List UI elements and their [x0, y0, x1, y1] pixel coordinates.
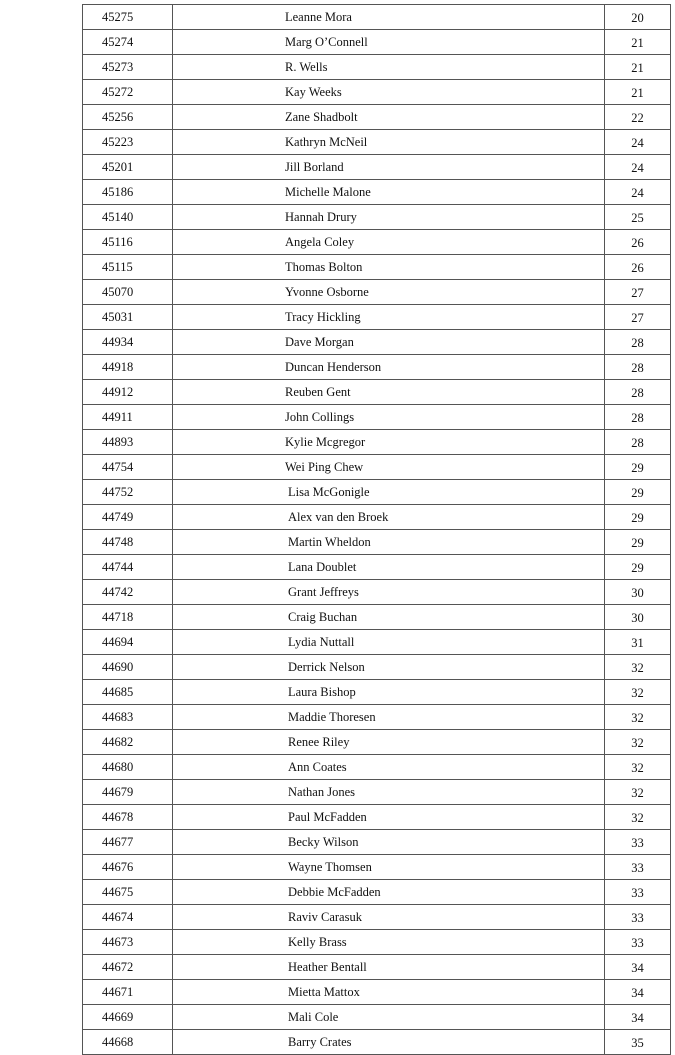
table-row	[83, 505, 671, 530]
entry-number-cell: 34	[605, 1005, 671, 1030]
entry-number-cell: 32	[605, 680, 671, 705]
entry-name-cell: Heather Bentall	[173, 955, 605, 980]
entry-number-cell: 29	[605, 555, 671, 580]
entry-number-cell: 20	[605, 5, 671, 30]
table-row	[83, 1005, 671, 1030]
table-row	[83, 180, 671, 205]
entry-number-cell: 28	[605, 405, 671, 430]
table-row	[83, 105, 671, 130]
table-row	[83, 630, 671, 655]
entry-name-cell: Becky Wilson	[173, 830, 605, 855]
entry-name-cell: Angela Coley	[173, 230, 605, 255]
entry-number-cell: 28	[605, 430, 671, 455]
table-row	[83, 905, 671, 930]
entry-number-cell: 32	[605, 755, 671, 780]
entry-number-cell: 33	[605, 830, 671, 855]
table-row	[83, 155, 671, 180]
entry-number-cell: 29	[605, 455, 671, 480]
entry-name-cell: Leanne Mora	[173, 5, 605, 30]
entry-name-cell: Renee Riley	[173, 730, 605, 755]
entry-name-cell: Martin Wheldon	[173, 530, 605, 555]
entry-name-cell: Tracy Hickling	[173, 305, 605, 330]
entry-name-cell: Reuben Gent	[173, 380, 605, 405]
table-row	[83, 5, 671, 30]
entry-number-cell: 26	[605, 255, 671, 280]
entry-id-cell: 45201	[83, 155, 173, 180]
entry-number-cell: 30	[605, 605, 671, 630]
entry-id-cell: 44918	[83, 355, 173, 380]
entry-number-cell: 24	[605, 180, 671, 205]
entry-name-cell: Raviv Carasuk	[173, 905, 605, 930]
entry-id-cell: 44668	[83, 1030, 173, 1055]
entry-id-cell: 44680	[83, 755, 173, 780]
entry-name-cell: Wei Ping Chew	[173, 455, 605, 480]
table-row	[83, 605, 671, 630]
entry-name-cell: Kelly Brass	[173, 930, 605, 955]
entry-id-cell: 45116	[83, 230, 173, 255]
entry-name-cell: Craig Buchan	[173, 605, 605, 630]
table-row	[83, 655, 671, 680]
entry-name-cell: Nathan Jones	[173, 780, 605, 805]
table-row	[83, 455, 671, 480]
entry-name-cell: Kylie Mcgregor	[173, 430, 605, 455]
table-row	[83, 555, 671, 580]
entry-id-cell: 44694	[83, 630, 173, 655]
entry-number-cell: 27	[605, 305, 671, 330]
entry-number-cell: 21	[605, 80, 671, 105]
entry-name-cell: Thomas Bolton	[173, 255, 605, 280]
entry-id-cell: 44669	[83, 1005, 173, 1030]
entry-number-cell: 29	[605, 505, 671, 530]
table-row	[83, 480, 671, 505]
table-row	[83, 780, 671, 805]
entry-name-cell: Zane Shadbolt	[173, 105, 605, 130]
entry-number-cell: 33	[605, 930, 671, 955]
entry-name-cell: Mali Cole	[173, 1005, 605, 1030]
table-row	[83, 330, 671, 355]
entry-number-cell: 28	[605, 330, 671, 355]
table-row	[83, 680, 671, 705]
table-row	[83, 855, 671, 880]
entry-name-cell: Paul McFadden	[173, 805, 605, 830]
entry-id-cell: 44675	[83, 880, 173, 905]
entry-number-cell: 28	[605, 355, 671, 380]
entry-number-cell: 31	[605, 630, 671, 655]
table-row	[83, 355, 671, 380]
entry-id-cell: 45223	[83, 130, 173, 155]
table-row	[83, 580, 671, 605]
entry-id-cell: 44749	[83, 505, 173, 530]
table-row	[83, 1030, 671, 1055]
entry-id-cell: 45186	[83, 180, 173, 205]
entry-id-cell: 44683	[83, 705, 173, 730]
table-row	[83, 730, 671, 755]
table-row	[83, 755, 671, 780]
table-row	[83, 705, 671, 730]
entry-number-cell: 34	[605, 980, 671, 1005]
entry-name-cell: Mietta Mattox	[173, 980, 605, 1005]
entry-id-cell: 44679	[83, 780, 173, 805]
entry-number-cell: 21	[605, 55, 671, 80]
entry-number-cell: 32	[605, 780, 671, 805]
entry-id-cell: 44682	[83, 730, 173, 755]
table-row	[83, 305, 671, 330]
entry-name-cell: Lisa McGonigle	[173, 480, 605, 505]
entry-id-cell: 44934	[83, 330, 173, 355]
entry-number-cell: 28	[605, 380, 671, 405]
entry-name-cell: Laura Bishop	[173, 680, 605, 705]
entry-id-cell: 45070	[83, 280, 173, 305]
table-row	[83, 955, 671, 980]
entry-name-cell: R. Wells	[173, 55, 605, 80]
entry-number-cell: 29	[605, 480, 671, 505]
table-row	[83, 380, 671, 405]
entry-number-cell: 24	[605, 155, 671, 180]
entry-name-cell: Debbie McFadden	[173, 880, 605, 905]
table-row	[83, 930, 671, 955]
entry-number-cell: 32	[605, 705, 671, 730]
entry-name-cell: John Collings	[173, 405, 605, 430]
entry-name-cell: Ann Coates	[173, 755, 605, 780]
table-row	[83, 130, 671, 155]
entry-name-cell: Alex van den Broek	[173, 505, 605, 530]
entry-name-cell: Lana Doublet	[173, 555, 605, 580]
entry-number-cell: 24	[605, 130, 671, 155]
entry-name-cell: Kathryn McNeil	[173, 130, 605, 155]
entry-id-cell: 44690	[83, 655, 173, 680]
entry-id-cell: 45272	[83, 80, 173, 105]
entry-id-cell: 45275	[83, 5, 173, 30]
entry-name-cell: Wayne Thomsen	[173, 855, 605, 880]
entry-id-cell: 45256	[83, 105, 173, 130]
table-row	[83, 30, 671, 55]
entry-id-cell: 44748	[83, 530, 173, 555]
entry-number-cell: 32	[605, 730, 671, 755]
entry-name-cell: Duncan Henderson	[173, 355, 605, 380]
entry-number-cell: 21	[605, 30, 671, 55]
entry-name-cell: Kay Weeks	[173, 80, 605, 105]
entry-id-cell: 44893	[83, 430, 173, 455]
table-row	[83, 230, 671, 255]
entry-id-cell: 44752	[83, 480, 173, 505]
entry-name-cell: Marg O’Connell	[173, 30, 605, 55]
entry-name-cell: Dave Morgan	[173, 330, 605, 355]
table-row	[83, 205, 671, 230]
table-row	[83, 530, 671, 555]
entry-name-cell: Barry Crates	[173, 1030, 605, 1055]
entry-name-cell: Hannah Drury	[173, 205, 605, 230]
entry-id-cell: 45115	[83, 255, 173, 280]
entry-id-cell: 45273	[83, 55, 173, 80]
entry-id-cell: 45140	[83, 205, 173, 230]
table-row	[83, 430, 671, 455]
entry-number-cell: 32	[605, 805, 671, 830]
entry-number-cell: 22	[605, 105, 671, 130]
entry-id-cell: 44673	[83, 930, 173, 955]
entry-name-cell: Lydia Nuttall	[173, 630, 605, 655]
entry-id-cell: 44671	[83, 980, 173, 1005]
entry-id-cell: 44911	[83, 405, 173, 430]
entry-number-cell: 27	[605, 280, 671, 305]
entry-number-cell: 32	[605, 655, 671, 680]
entry-id-cell: 44754	[83, 455, 173, 480]
entry-id-cell: 44677	[83, 830, 173, 855]
entry-number-cell: 26	[605, 230, 671, 255]
table-row	[83, 980, 671, 1005]
entries-table-body	[83, 5, 671, 1055]
entry-number-cell: 33	[605, 880, 671, 905]
entry-number-cell: 30	[605, 580, 671, 605]
entry-number-cell: 33	[605, 855, 671, 880]
table-row	[83, 280, 671, 305]
table-row	[83, 55, 671, 80]
entry-name-cell: Yvonne Osborne	[173, 280, 605, 305]
entry-id-cell: 44912	[83, 380, 173, 405]
table-row	[83, 830, 671, 855]
table-row	[83, 405, 671, 430]
entry-id-cell: 45031	[83, 305, 173, 330]
entry-name-cell: Maddie Thoresen	[173, 705, 605, 730]
entry-id-cell: 44676	[83, 855, 173, 880]
entry-id-cell: 44674	[83, 905, 173, 930]
entry-name-cell: Derrick Nelson	[173, 655, 605, 680]
entry-name-cell: Grant Jeffreys	[173, 580, 605, 605]
entry-id-cell: 44742	[83, 580, 173, 605]
entry-number-cell: 35	[605, 1030, 671, 1055]
entry-id-cell: 44685	[83, 680, 173, 705]
entry-number-cell: 25	[605, 205, 671, 230]
entries-table	[82, 4, 671, 1055]
entry-id-cell: 44744	[83, 555, 173, 580]
table-row	[83, 880, 671, 905]
entry-id-cell: 44718	[83, 605, 173, 630]
entry-name-cell: Michelle Malone	[173, 180, 605, 205]
entry-number-cell: 29	[605, 530, 671, 555]
table-row	[83, 805, 671, 830]
entry-number-cell: 33	[605, 905, 671, 930]
entry-id-cell: 44672	[83, 955, 173, 980]
entry-number-cell: 34	[605, 955, 671, 980]
entry-id-cell: 45274	[83, 30, 173, 55]
entry-name-cell: Jill Borland	[173, 155, 605, 180]
entry-id-cell: 44678	[83, 805, 173, 830]
table-row	[83, 255, 671, 280]
table-row	[83, 80, 671, 105]
